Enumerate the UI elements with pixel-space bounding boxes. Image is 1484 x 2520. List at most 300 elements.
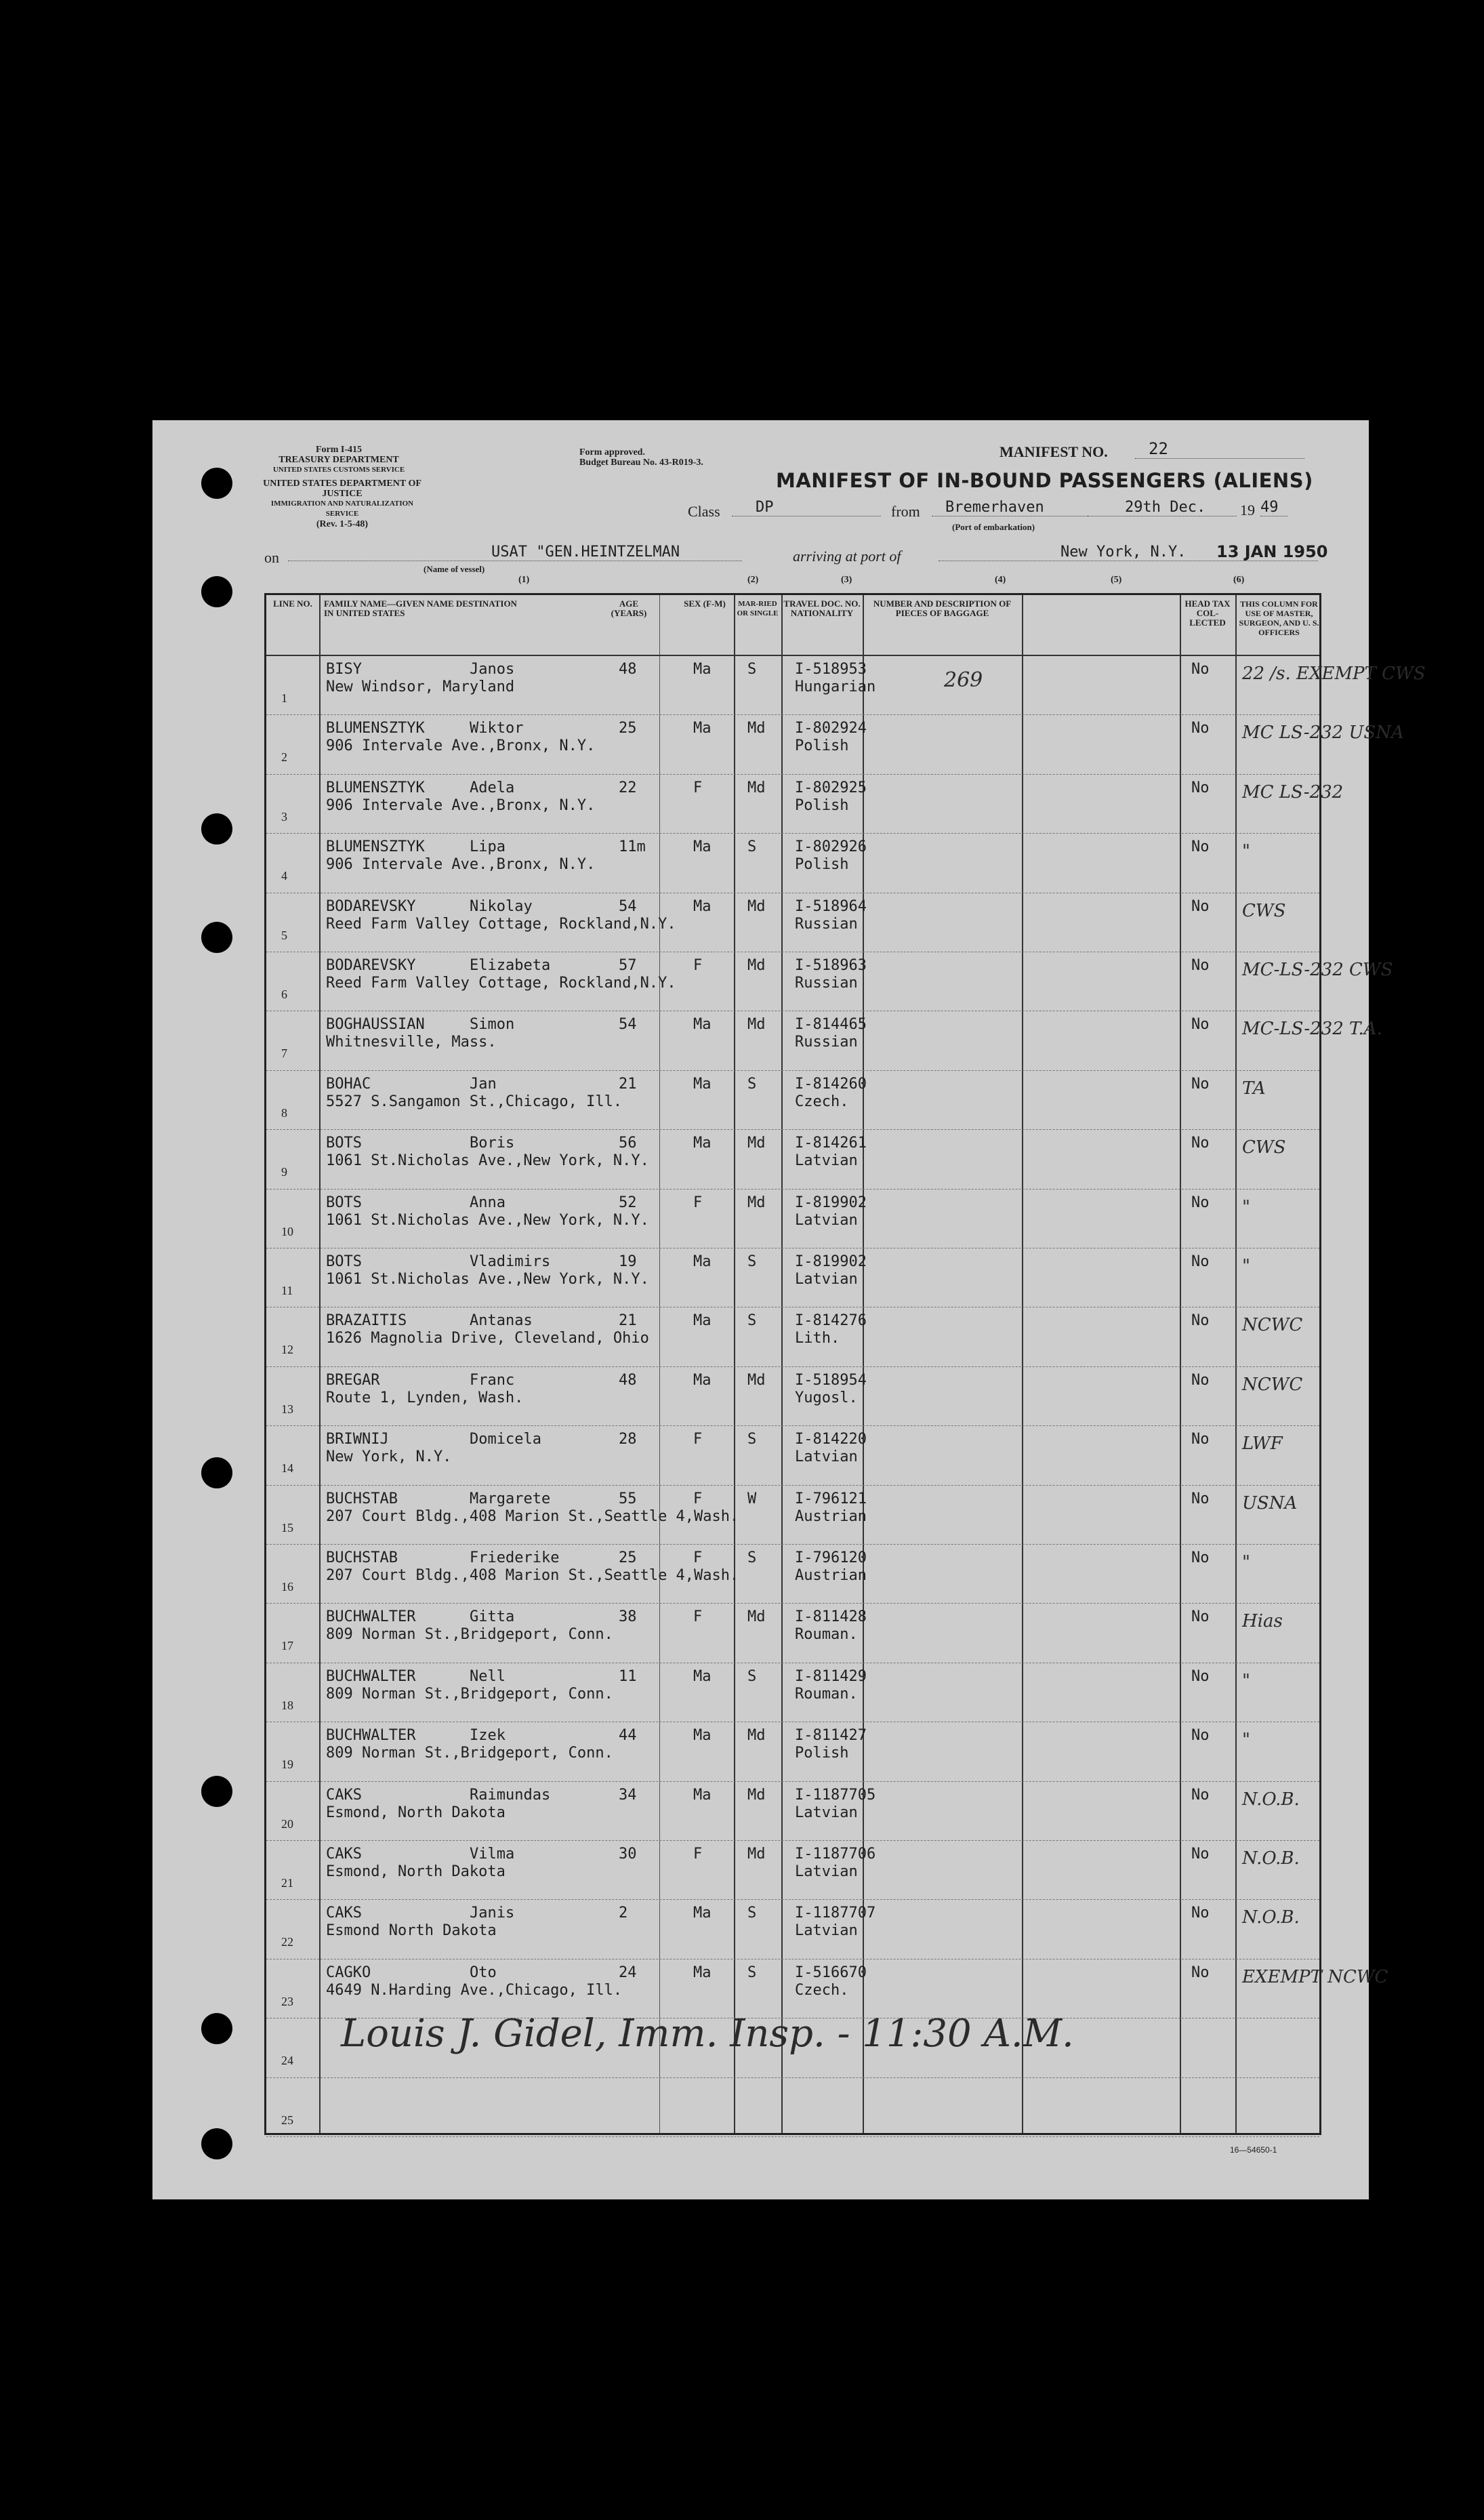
destination: New Windsor, Maryland bbox=[326, 678, 515, 695]
marital-status: S bbox=[747, 1075, 757, 1093]
family-name: BUCHWALTER bbox=[326, 1667, 416, 1685]
table-row bbox=[266, 952, 1393, 1011]
from-label: from bbox=[891, 503, 920, 520]
sex: F bbox=[693, 779, 703, 796]
destination: 207 Court Bldg.,408 Marion St.,Seattle 4,Wash. bbox=[326, 1507, 739, 1525]
line-number: 2 bbox=[281, 750, 287, 765]
nationality: Polish bbox=[795, 856, 849, 874]
head-tax: No bbox=[1191, 1667, 1210, 1685]
family-name: BODAREVSKY bbox=[326, 897, 416, 915]
officer-note: USNA bbox=[1242, 1492, 1298, 1513]
officer-note: MC-LS-232 CWS bbox=[1242, 960, 1393, 980]
sex: Ma bbox=[693, 661, 712, 678]
sex: Ma bbox=[693, 1075, 712, 1093]
head-tax: No bbox=[1191, 1846, 1210, 1863]
travel-doc: I-811429 bbox=[795, 1667, 867, 1685]
family-name: BRIWNIJ bbox=[326, 1431, 389, 1448]
table-row bbox=[266, 1011, 1382, 1070]
line-number: 10 bbox=[281, 1224, 293, 1238]
marital-status: S bbox=[747, 1667, 757, 1685]
table-row bbox=[266, 1604, 1319, 1663]
given-name: Nikolay bbox=[470, 897, 533, 915]
table-row bbox=[266, 1248, 1319, 1307]
destination: 1061 St.Nicholas Ave.,New York, N.Y. bbox=[326, 1271, 649, 1288]
head-tax: No bbox=[1191, 838, 1210, 856]
sex: Ma bbox=[693, 1727, 712, 1745]
line-number: 9 bbox=[281, 1165, 287, 1179]
family-name: CAKS bbox=[326, 1786, 362, 1804]
table-row bbox=[266, 893, 1319, 952]
manifest-number: 22 bbox=[1135, 439, 1304, 459]
travel-doc: I-1187705 bbox=[795, 1786, 876, 1804]
col-num-4: (4) bbox=[995, 575, 1006, 585]
sex: F bbox=[693, 1608, 703, 1626]
destination: 1626 Magnolia Drive, Cleveland, Ohio bbox=[326, 1330, 649, 1347]
dept-treasury: TREASURY DEPARTMENT bbox=[279, 455, 399, 465]
nationality: Latvian bbox=[795, 1804, 858, 1821]
passenger-table bbox=[264, 593, 1426, 2135]
binder-hole bbox=[201, 922, 232, 953]
form-header-justice bbox=[254, 479, 430, 529]
head-tax: No bbox=[1191, 1312, 1210, 1330]
travel-doc: I-796120 bbox=[795, 1549, 867, 1566]
age: 21 bbox=[619, 1312, 637, 1330]
nationality: Lith. bbox=[795, 1330, 840, 1347]
head-tax: No bbox=[1191, 1253, 1210, 1270]
nationality: Latvian bbox=[795, 1152, 858, 1170]
marital-status: Md bbox=[747, 1371, 766, 1389]
table-row bbox=[266, 1900, 1319, 1959]
given-name: Vladimirs bbox=[470, 1253, 551, 1270]
officer-note: " bbox=[1242, 841, 1250, 862]
destination: Reed Farm Valley Cottage, Rockland,N.Y. bbox=[326, 915, 676, 933]
officer-note: 22 /s. EXEMPT CWS bbox=[1242, 664, 1426, 684]
head-tax: No bbox=[1191, 1075, 1210, 1093]
line-number: 18 bbox=[281, 1698, 293, 1712]
binder-hole bbox=[201, 576, 232, 607]
given-name: Adela bbox=[470, 779, 515, 796]
destination: 906 Intervale Ave.,Bronx, N.Y. bbox=[326, 796, 596, 814]
travel-doc: I-814276 bbox=[795, 1312, 867, 1330]
departure-date: 29th Dec. bbox=[1088, 499, 1237, 516]
table-row bbox=[266, 834, 1319, 893]
head-tax: No bbox=[1191, 1608, 1210, 1626]
nationality: Rouman. bbox=[795, 1685, 858, 1703]
travel-doc: I-814220 bbox=[795, 1431, 867, 1448]
family-name: CAKS bbox=[326, 1905, 362, 1922]
head-tax: No bbox=[1191, 720, 1210, 737]
nationality: Yugosl. bbox=[795, 1389, 858, 1406]
form-revision: (Rev. 1-5-48) bbox=[316, 519, 369, 529]
marital-status: Md bbox=[747, 957, 766, 974]
line-number: 1 bbox=[281, 691, 287, 705]
class-label: Class bbox=[688, 503, 720, 520]
travel-doc: I-819902 bbox=[795, 1194, 867, 1211]
line-number: 23 bbox=[281, 1994, 293, 2008]
budget-line: Budget Bureau No. 43-R019-3. bbox=[579, 458, 703, 468]
manifest-title: MANIFEST OF IN-BOUND PASSENGERS (ALIENS) bbox=[776, 469, 1313, 492]
destination: 809 Norman St.,Bridgeport, Conn. bbox=[326, 1745, 613, 1762]
line-number: 4 bbox=[281, 869, 287, 883]
nationality: Polish bbox=[795, 796, 849, 814]
sex: Ma bbox=[693, 720, 712, 737]
destination: 207 Court Bldg.,408 Marion St.,Seattle 4,Wash. bbox=[326, 1567, 739, 1584]
head-tax: No bbox=[1191, 1371, 1210, 1389]
binder-hole bbox=[201, 2013, 232, 2044]
col-header-line: LINE NO. bbox=[273, 598, 312, 609]
age: 2 bbox=[619, 1905, 628, 1922]
head-tax: No bbox=[1191, 661, 1210, 678]
line-number: 17 bbox=[281, 1639, 293, 1653]
nationality: Latvian bbox=[795, 1448, 858, 1466]
destination: 4649 N.Harding Ave.,Chicago, Ill. bbox=[326, 1981, 623, 1999]
family-name: BOTS bbox=[326, 1135, 362, 1152]
nationality: Russian bbox=[795, 915, 858, 933]
binder-hole bbox=[201, 468, 232, 499]
table-row bbox=[266, 1841, 1319, 1900]
marital-status: Md bbox=[747, 1727, 766, 1745]
line-number: 21 bbox=[281, 1876, 293, 1890]
age: 44 bbox=[619, 1727, 637, 1745]
age: 52 bbox=[619, 1194, 637, 1211]
arrival-date-stamp: 13 JAN 1950 bbox=[1216, 542, 1328, 561]
nationality: Polish bbox=[795, 737, 849, 755]
given-name: Margarete bbox=[470, 1490, 551, 1507]
age: 21 bbox=[619, 1075, 637, 1093]
table-row bbox=[266, 775, 1344, 834]
marital-status: S bbox=[747, 1964, 757, 1981]
marital-status: S bbox=[747, 1253, 757, 1270]
head-tax: No bbox=[1191, 1431, 1210, 1448]
given-name: Izek bbox=[470, 1727, 506, 1745]
line-number: 22 bbox=[281, 1935, 293, 1949]
col-header-travel: TRAVEL DOC. NO. NATIONALITY bbox=[783, 598, 861, 618]
table-row bbox=[266, 1307, 1319, 1366]
destination: 5527 S.Sangamon St.,Chicago, Ill. bbox=[326, 1093, 623, 1110]
col-header-baggage: NUMBER AND DESCRIPTION OF PIECES OF BAGGAGE bbox=[873, 598, 1012, 618]
destination: Esmond, North Dakota bbox=[326, 1804, 506, 1821]
officer-note: NCWC bbox=[1242, 1374, 1303, 1395]
sex: Ma bbox=[693, 1964, 712, 1981]
officer-note: N.O.B. bbox=[1242, 1907, 1300, 1928]
age: 11m bbox=[619, 838, 646, 856]
arrival-port: New York, N.Y. bbox=[939, 544, 1318, 561]
given-name: Elizabeta bbox=[470, 957, 551, 974]
age: 55 bbox=[619, 1490, 637, 1507]
officer-note: CWS bbox=[1242, 900, 1286, 921]
family-name: BLUMENSZTYK bbox=[326, 779, 425, 796]
officer-note: " bbox=[1242, 1730, 1250, 1751]
age: 11 bbox=[619, 1667, 637, 1685]
table-row bbox=[266, 2078, 1319, 2137]
nationality: Rouman. bbox=[795, 1626, 858, 1644]
marital-status: Md bbox=[747, 779, 766, 796]
family-name: BOTS bbox=[326, 1194, 362, 1211]
family-name: BOTS bbox=[326, 1253, 362, 1270]
nationality: Russian bbox=[795, 975, 858, 992]
marital-status: Md bbox=[747, 720, 766, 737]
sex: Ma bbox=[693, 1312, 712, 1330]
line-number: 13 bbox=[281, 1402, 293, 1416]
travel-doc: I-1187706 bbox=[795, 1846, 876, 1863]
line-number: 14 bbox=[281, 1461, 293, 1476]
col-header-age: AGE (YEARS) bbox=[611, 598, 647, 618]
family-name: CAKS bbox=[326, 1846, 362, 1863]
col-header-officers: THIS COLUMN FOR USE OF MASTER, SURGEON, AND U. S. OFFICERS bbox=[1239, 599, 1319, 637]
marital-status: Md bbox=[747, 1194, 766, 1211]
line-number: 6 bbox=[281, 988, 287, 1001]
manifest-sheet bbox=[152, 420, 1426, 2199]
nationality: Latvian bbox=[795, 1271, 858, 1288]
family-name: BLUMENSZTYK bbox=[326, 838, 425, 856]
sex: Ma bbox=[693, 1667, 712, 1685]
year-prefix: 19 bbox=[1240, 502, 1255, 519]
age: 19 bbox=[619, 1253, 637, 1270]
family-name: BOHAC bbox=[326, 1075, 371, 1093]
marital-status: S bbox=[747, 1312, 757, 1330]
form-header-left bbox=[261, 445, 417, 475]
destination: New York, N.Y. bbox=[326, 1448, 452, 1466]
destination: 906 Intervale Ave.,Bronx, N.Y. bbox=[326, 737, 596, 755]
travel-doc: I-796121 bbox=[795, 1490, 867, 1507]
age: 54 bbox=[619, 897, 637, 915]
table-row bbox=[266, 1663, 1319, 1722]
given-name: Gitta bbox=[470, 1608, 515, 1626]
nationality: Latvian bbox=[795, 1922, 858, 1940]
line-number: 8 bbox=[281, 1105, 287, 1120]
destination: Esmond, North Dakota bbox=[326, 1863, 506, 1880]
family-name: BUCHSTAB bbox=[326, 1549, 398, 1566]
given-name: Jan bbox=[470, 1075, 497, 1093]
nationality: Polish bbox=[795, 1745, 849, 1762]
given-name: Oto bbox=[470, 1964, 497, 1981]
sex: Ma bbox=[693, 897, 712, 915]
marital-status: S bbox=[747, 661, 757, 678]
col-num-5: (5) bbox=[1111, 575, 1122, 585]
travel-doc: I-819902 bbox=[795, 1253, 867, 1270]
sex: Ma bbox=[693, 1905, 712, 1922]
marital-status: S bbox=[747, 1431, 757, 1448]
marital-status: Md bbox=[747, 1608, 766, 1626]
table-row bbox=[266, 1190, 1319, 1248]
manifest-label: MANIFEST NO. bbox=[999, 443, 1108, 460]
destination: Reed Farm Valley Cottage, Rockland,N.Y. bbox=[326, 975, 676, 992]
age: 30 bbox=[619, 1846, 637, 1863]
travel-doc: I-814465 bbox=[795, 1016, 867, 1034]
year-value: 49 bbox=[1260, 499, 1287, 516]
officer-note: MC LS-232 USNA bbox=[1242, 723, 1404, 744]
nationality: Czech. bbox=[795, 1093, 849, 1110]
line-number: 15 bbox=[281, 1520, 293, 1535]
sex: Ma bbox=[693, 1786, 712, 1804]
travel-doc: I-802926 bbox=[795, 838, 867, 856]
family-name: BOGHAUSSIAN bbox=[326, 1016, 425, 1034]
line-number: 7 bbox=[281, 1046, 287, 1061]
nationality: Russian bbox=[795, 1034, 858, 1051]
marital-status: Md bbox=[747, 897, 766, 915]
officer-note: N.O.B. bbox=[1242, 1848, 1300, 1869]
given-name: Boris bbox=[470, 1135, 515, 1152]
age: 34 bbox=[619, 1786, 637, 1804]
destination: Esmond North Dakota bbox=[326, 1922, 497, 1940]
nationality: Latvian bbox=[795, 1211, 858, 1229]
destination: Route 1, Lynden, Wash. bbox=[326, 1389, 524, 1406]
line-number: 12 bbox=[281, 1343, 293, 1357]
table-row bbox=[266, 1545, 1319, 1604]
sex: Ma bbox=[693, 1253, 712, 1270]
travel-doc: I-802924 bbox=[795, 720, 867, 737]
officer-note: " bbox=[1242, 1196, 1250, 1217]
family-name: BODAREVSKY bbox=[326, 957, 416, 974]
table-row bbox=[266, 715, 1404, 774]
binder-hole bbox=[201, 1457, 232, 1488]
age: 48 bbox=[619, 661, 637, 678]
table-row bbox=[266, 1722, 1319, 1781]
given-name: Simon bbox=[470, 1016, 515, 1034]
arriving-label: arriving at port of bbox=[793, 548, 901, 565]
col-num-6: (6) bbox=[1233, 575, 1245, 585]
vessel-name: USAT "GEN.HEINTZELMAN bbox=[288, 544, 742, 561]
officer-note: NCWC bbox=[1242, 1315, 1303, 1336]
sex: Ma bbox=[693, 1016, 712, 1034]
nationality: Latvian bbox=[795, 1863, 858, 1880]
table-row bbox=[266, 1959, 1388, 2018]
head-tax: No bbox=[1191, 897, 1210, 915]
col-num-1: (1) bbox=[518, 575, 530, 585]
budget-approval bbox=[579, 447, 703, 468]
age: 54 bbox=[619, 1016, 637, 1034]
head-tax: No bbox=[1191, 957, 1210, 974]
inspector-signature: Louis J. Gidel, Imm. Insp. - 11:30 A.M. bbox=[341, 2012, 1074, 2056]
on-label: on bbox=[264, 549, 279, 566]
line-number: 19 bbox=[281, 1757, 293, 1772]
age: 25 bbox=[619, 1549, 637, 1566]
travel-doc: I-518954 bbox=[795, 1371, 867, 1389]
sex: Ma bbox=[693, 838, 712, 856]
table-row bbox=[266, 1782, 1319, 1841]
footer-code: 16—54650-1 bbox=[1230, 2145, 1277, 2155]
vessel-caption: (Name of vessel) bbox=[424, 564, 485, 574]
officer-note: " bbox=[1242, 1670, 1250, 1691]
col-header-name: FAMILY NAME—GIVEN NAME DESTINATION IN UNITED STATES bbox=[324, 598, 517, 618]
destination: 809 Norman St.,Bridgeport, Conn. bbox=[326, 1685, 613, 1703]
travel-doc: I-814260 bbox=[795, 1075, 867, 1093]
nationality: Hungarian bbox=[795, 678, 876, 695]
travel-doc: I-518953 bbox=[795, 661, 867, 678]
table-row bbox=[266, 1367, 1319, 1426]
officer-note: MC-LS-232 T.A. bbox=[1242, 1019, 1382, 1040]
given-name: Domicela bbox=[470, 1431, 541, 1448]
destination: 1061 St.Nicholas Ave.,New York, N.Y. bbox=[326, 1211, 649, 1229]
travel-doc: I-518964 bbox=[795, 897, 867, 915]
given-name: Nell bbox=[470, 1667, 506, 1685]
marital-status: Md bbox=[747, 1786, 766, 1804]
travel-doc: I-814261 bbox=[795, 1135, 867, 1152]
approved-line: Form approved. bbox=[579, 447, 645, 458]
binder-hole bbox=[201, 2128, 232, 2159]
given-name: Antanas bbox=[470, 1312, 533, 1330]
marital-status: Md bbox=[747, 1016, 766, 1034]
given-name: Raimundas bbox=[470, 1786, 551, 1804]
family-name: BUCHWALTER bbox=[326, 1727, 416, 1745]
age: 48 bbox=[619, 1371, 637, 1389]
officer-note: Hias bbox=[1242, 1611, 1283, 1632]
age: 25 bbox=[619, 720, 637, 737]
sex: F bbox=[693, 1194, 703, 1211]
head-tax: No bbox=[1191, 1135, 1210, 1152]
embarkation-port: Bremerhaven bbox=[932, 499, 1088, 516]
given-name: Franc bbox=[470, 1371, 515, 1389]
sex: F bbox=[693, 1846, 703, 1863]
line-number: 20 bbox=[281, 1816, 293, 1831]
nationality: Austrian bbox=[795, 1507, 867, 1525]
line-number: 3 bbox=[281, 809, 287, 824]
officer-note: " bbox=[1242, 1552, 1250, 1572]
sex: F bbox=[693, 1549, 703, 1566]
destination: 1061 St.Nicholas Ave.,New York, N.Y. bbox=[326, 1152, 649, 1170]
class-value: DP bbox=[732, 499, 881, 516]
officer-note: CWS bbox=[1242, 1137, 1286, 1158]
given-name: Janos bbox=[470, 661, 515, 678]
sex: Ma bbox=[693, 1371, 712, 1389]
head-tax: No bbox=[1191, 1905, 1210, 1922]
marital-status: S bbox=[747, 1549, 757, 1566]
age: 56 bbox=[619, 1135, 637, 1152]
officer-note: N.O.B. bbox=[1242, 1789, 1300, 1810]
age: 24 bbox=[619, 1964, 637, 1981]
age: 38 bbox=[619, 1608, 637, 1626]
age: 22 bbox=[619, 779, 637, 796]
officer-note: " bbox=[1242, 1256, 1250, 1276]
travel-doc: I-516670 bbox=[795, 1964, 867, 1981]
head-tax: No bbox=[1191, 1490, 1210, 1507]
officer-note: EXEMPT NCWC bbox=[1242, 1966, 1388, 1987]
age: 57 bbox=[619, 957, 637, 974]
nationality: Austrian bbox=[795, 1567, 867, 1584]
binder-hole bbox=[201, 1776, 232, 1807]
destination: 906 Intervale Ave.,Bronx, N.Y. bbox=[326, 856, 596, 874]
family-name: BISY bbox=[326, 661, 362, 678]
form-number: Form I-415 bbox=[315, 445, 363, 455]
travel-doc: I-1187707 bbox=[795, 1905, 876, 1922]
nationality: Czech. bbox=[795, 1981, 849, 1999]
head-tax: No bbox=[1191, 1549, 1210, 1566]
family-name: BUCHWALTER bbox=[326, 1608, 416, 1626]
given-name: Wiktor bbox=[470, 720, 524, 737]
dept-customs: UNITED STATES CUSTOMS SERVICE bbox=[272, 466, 405, 474]
baggage-count: 269 bbox=[944, 668, 983, 692]
travel-doc: I-811428 bbox=[795, 1608, 867, 1626]
destination: 809 Norman St.,Bridgeport, Conn. bbox=[326, 1626, 613, 1644]
given-name: Friederike bbox=[470, 1549, 560, 1566]
col-num-3: (3) bbox=[841, 575, 852, 585]
marital-status: Md bbox=[747, 1135, 766, 1152]
col-header-headtax: HEAD TAX COL-LECTED bbox=[1184, 598, 1231, 628]
table-row bbox=[266, 656, 1426, 715]
officer-note: TA bbox=[1242, 1078, 1266, 1099]
age: 28 bbox=[619, 1431, 637, 1448]
sex: F bbox=[693, 1490, 703, 1507]
head-tax: No bbox=[1191, 779, 1210, 796]
col-num-2: (2) bbox=[747, 575, 759, 585]
travel-doc: I-811427 bbox=[795, 1727, 867, 1745]
port-caption: (Port of embarkation) bbox=[952, 522, 1035, 532]
head-tax: No bbox=[1191, 1964, 1210, 1981]
family-name: BUCHSTAB bbox=[326, 1490, 398, 1507]
given-name: Janis bbox=[470, 1905, 515, 1922]
col-header-married: MAR-RIED OR SINGLE bbox=[737, 600, 779, 617]
head-tax: No bbox=[1191, 1016, 1210, 1034]
